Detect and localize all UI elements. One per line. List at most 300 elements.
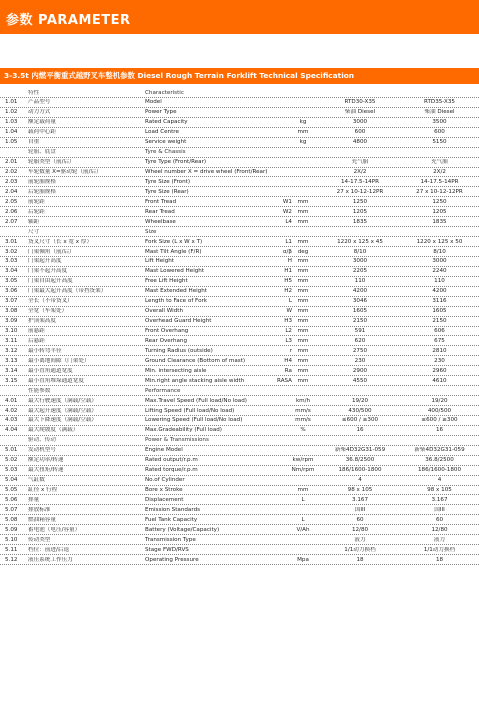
spec-row: [0, 466, 479, 476]
value-rtd35: 98 x 105: [427, 487, 452, 493]
value-rtd30: 液力: [354, 536, 366, 543]
unit: kg: [299, 139, 307, 146]
spec-row: [0, 366, 479, 376]
symbol: H3: [284, 318, 292, 325]
value-rtd30: 3000: [352, 258, 368, 265]
value-rtd35: 3116: [432, 298, 447, 305]
value-rtd30: 3046: [352, 298, 368, 305]
label-en: Rear Overhang: [145, 337, 188, 344]
symbol: Ra: [284, 367, 292, 374]
label-zh: 全宽（车架处）: [28, 308, 68, 315]
label-en: Turning Radius (outside): [145, 347, 213, 354]
unit: kg: [299, 119, 307, 126]
label-zh: 排放标准: [28, 506, 51, 513]
row-number: 5.10: [5, 536, 18, 543]
spec-row: [0, 98, 479, 108]
row-number: 1.04: [5, 129, 18, 136]
value-rtd35: 60: [435, 516, 444, 523]
label-en: Wheel number X = drive wheel (Front/Rear): [145, 169, 268, 175]
row-number: 2.06: [5, 208, 18, 215]
spec-row: [0, 446, 479, 456]
value-rtd30: 2750: [352, 347, 368, 354]
label-en: Rated torque/r.p.m: [145, 467, 198, 474]
value-rtd35: 16: [435, 427, 444, 434]
spec-row: [0, 118, 479, 128]
value-rtd35: 4: [437, 477, 442, 484]
value-rtd35: 27 x 10-12-12PR: [416, 188, 463, 195]
spec-row: [0, 187, 479, 197]
symbol: W2: [282, 208, 292, 215]
value-rtd35: 675: [434, 337, 445, 344]
value-rtd30: 36.8/2500: [345, 457, 375, 464]
label-zh: 燃油箱容量: [28, 516, 56, 523]
value-rtd30: 4550: [352, 377, 368, 384]
value-rtd30: 620: [354, 337, 366, 344]
label-en: Overhead Guard Height: [145, 318, 212, 325]
label-zh: 全长（不带货叉）: [28, 298, 73, 305]
value-rtd35: 国III: [434, 506, 445, 513]
spec-row: [0, 158, 479, 168]
unit: Nm/rpm: [291, 467, 315, 474]
value-rtd30: 18: [356, 556, 364, 563]
row-number: 5.11: [5, 546, 18, 553]
label-en: Lowering Speed (Full load/No load): [145, 417, 243, 424]
label-zh: 最大行驶速度（满载/空载）: [28, 397, 98, 404]
value-rtd35: 1220 x 125 x 50: [416, 238, 463, 245]
header-bar: [0, 0, 479, 34]
label-en: Tyre Type (Front/Rear): [145, 159, 207, 166]
label-en: Size: [145, 228, 157, 235]
label-en: Length to Face of Fork: [145, 298, 208, 305]
value-rtd35: 3000: [432, 258, 447, 265]
unit: mm: [297, 308, 309, 315]
label-zh: 最小直角通道宽度: [28, 367, 73, 374]
value-rtd30: 2900: [352, 367, 368, 374]
value-rtd30: 591: [354, 328, 366, 334]
symbol: H5: [284, 278, 292, 285]
value-rtd35: 186/1600-1800: [417, 467, 462, 474]
label-zh: 车轮数量 X=驱动轮（前/后）: [28, 169, 102, 175]
spec-row: [0, 406, 479, 416]
label-zh: 门架倾角（前/后）: [28, 248, 75, 255]
spec-row: [0, 197, 479, 207]
spec-row: [0, 525, 479, 535]
value-rtd30: 1835: [352, 218, 368, 225]
label-zh: 传动类型: [28, 536, 51, 543]
row-number: 3.01: [5, 238, 18, 245]
label-zh: 排量: [28, 496, 40, 503]
value-rtd30: 98 x 105: [347, 487, 373, 493]
row-number: 3.02: [5, 248, 18, 255]
section-row: [0, 88, 479, 98]
spec-row: [0, 287, 479, 297]
row-number: 3.06: [5, 288, 18, 295]
label-zh: 气缸数: [28, 477, 45, 484]
label-en: Engine Model: [145, 447, 183, 454]
unit: V/Ah: [296, 526, 310, 533]
value-rtd35: 柴油 Diesel: [424, 109, 455, 116]
value-rtd30: 1605: [352, 308, 368, 315]
label-en: Free Lift Height: [145, 278, 188, 285]
row-number: 2.02: [5, 169, 18, 175]
label-zh: 前悬距: [28, 328, 45, 334]
row-number: 3.05: [5, 278, 18, 285]
spec-row: [0, 515, 479, 525]
symbol: L2: [285, 328, 292, 334]
value-rtd35: 600: [434, 129, 445, 136]
row-number: 3.07: [5, 298, 18, 305]
spec-row: [0, 277, 479, 287]
row-number: 4.01: [5, 397, 18, 404]
value-rtd35: 36.8/2500: [425, 457, 454, 464]
row-number: 4.02: [5, 407, 18, 414]
label-zh: 轮胎、底盘: [28, 149, 56, 156]
value-rtd35: 18: [435, 556, 444, 563]
label-en: Front Overhang: [145, 328, 189, 334]
value-rtd30: 186/1600-1800: [338, 467, 382, 474]
label-en: Mast Lowered Height: [145, 268, 205, 275]
label-en: Lift Height: [145, 258, 175, 265]
row-number: 3.08: [5, 308, 18, 315]
spec-row: [0, 505, 479, 515]
label-zh: 液压系统工作压力: [28, 556, 73, 563]
value-rtd35: 2960: [432, 367, 447, 374]
value-rtd30: 12/80: [351, 526, 369, 533]
row-number: 3.14: [5, 367, 18, 374]
value-rtd35: 5150: [432, 139, 447, 146]
spec-table: [0, 88, 479, 565]
value-rtd30: 14-17.5-14PR: [341, 178, 379, 185]
label-zh: 轮胎类型（前/后）: [28, 159, 75, 166]
label-zh: 轴距: [28, 218, 40, 225]
label-zh: 档位：前进/后退: [28, 546, 70, 553]
unit: mm: [297, 347, 309, 354]
value-rtd30: 4200: [352, 288, 368, 295]
spec-row: [0, 495, 479, 505]
value-rtd35: 充气胎: [431, 159, 448, 166]
label-zh: 最大爬坡度（满载）: [28, 427, 79, 434]
value-rtd35: 4200: [432, 288, 447, 295]
label-en: Wheelbase: [145, 218, 176, 225]
row-number: 2.05: [5, 198, 18, 205]
label-zh: 前轮胎规格: [28, 178, 56, 185]
row-number: 3.03: [5, 258, 18, 265]
label-zh: 后轮胎规格: [28, 188, 56, 195]
value-rtd35: 606: [434, 328, 445, 334]
label-zh: 前轮距: [28, 198, 45, 205]
label-en: Operating Pressure: [145, 556, 199, 563]
value-rtd30: 2150: [352, 318, 368, 325]
spec-row: [0, 237, 479, 247]
label-en: Displacement: [145, 496, 184, 503]
label-zh: 载荷中心距: [28, 129, 56, 136]
value-rtd35: 2240: [432, 268, 447, 275]
unit: mm: [297, 328, 309, 334]
label-en: No.of Cylinder: [145, 477, 185, 484]
label-zh: 护顶架高度: [28, 318, 56, 325]
section-row: [0, 436, 479, 446]
row-number: 5.12: [5, 556, 18, 563]
value-rtd30: 柴油 Diesel: [344, 109, 376, 116]
value-rtd30: 新柴4D32G31-059: [334, 447, 386, 454]
row-number: 4.03: [5, 417, 18, 424]
label-en: Battery (Voltage/Capacity): [145, 526, 220, 533]
label-en: Tyre & Chassis: [145, 149, 186, 156]
spec-row: [0, 138, 479, 148]
value-rtd35: 2150: [432, 318, 447, 325]
label-en: Lifting Speed (Full load/No load): [145, 407, 235, 414]
unit: mm: [297, 318, 309, 325]
row-number: 3.10: [5, 328, 18, 334]
value-rtd30: 1205: [352, 208, 368, 215]
label-en: Tyre Size (Rear): [145, 188, 189, 195]
value-rtd35: 2X/2: [433, 169, 446, 175]
label-en: Characteristic: [145, 89, 184, 96]
label-zh: 产品型号: [28, 99, 51, 106]
row-number: 3.13: [5, 357, 18, 364]
label-en: Rated Capacity: [145, 119, 188, 126]
spec-row: [0, 426, 479, 436]
spec-row: [0, 555, 479, 565]
label-zh: 最小转弯半径: [28, 347, 62, 354]
label-zh: 货叉尺寸（长 x 宽 x 厚）: [28, 238, 93, 245]
label-en: Mast Extended Height: [145, 288, 207, 295]
label-zh: 后悬距: [28, 337, 45, 344]
unit: deg: [297, 248, 309, 255]
symbol: W1: [282, 198, 292, 205]
label-en: Stage FWD/RVS: [145, 546, 189, 553]
unit: mm: [297, 258, 309, 265]
spec-row: [0, 297, 479, 307]
row-number: 2.01: [5, 159, 18, 166]
label-en: Rated output/r.p.m: [145, 457, 198, 464]
value-rtd30: 国III: [354, 506, 366, 513]
value-rtd30: 60: [356, 516, 364, 523]
unit: mm/s: [295, 417, 311, 424]
unit: mm: [297, 208, 309, 215]
value-rtd35: 1250: [432, 198, 447, 205]
symbol: r: [289, 347, 292, 354]
spec-row: [0, 396, 479, 406]
label-zh: 发动机型号: [28, 447, 56, 454]
label-zh: 特性: [28, 89, 40, 96]
value-rtd30: 27 x 10-12-12PR: [336, 188, 384, 195]
value-rtd30: 4: [358, 477, 362, 484]
row-number: 1.05: [5, 139, 18, 146]
spec-row: [0, 336, 479, 346]
unit: kw/rpm: [292, 457, 314, 464]
row-number: 5.05: [5, 487, 18, 493]
label-zh: 动力方式: [28, 109, 51, 116]
row-number: 5.02: [5, 457, 18, 464]
value-rtd35: ≤600 / ≥300: [421, 417, 458, 424]
value-rtd30: 2X/2: [353, 169, 367, 175]
label-en: Bore x Stroke: [145, 487, 183, 493]
label-en: Service weight: [145, 139, 187, 146]
value-rtd35: 1/1动力换档: [423, 546, 456, 553]
symbol: W: [286, 308, 292, 315]
unit: mm: [297, 198, 309, 205]
label-zh: 缸径 x 行程: [28, 487, 58, 493]
label-zh: 最大起升速度（满载/空载）: [28, 407, 98, 414]
unit: mm: [297, 288, 309, 295]
symbol: H4: [284, 357, 292, 364]
label-en: Fuel Tank Capacity: [145, 516, 198, 523]
value-rtd35: 1605: [432, 308, 447, 315]
label-en: Overall Width: [145, 308, 184, 315]
row-number: 1.03: [5, 119, 18, 126]
row-number: 3.04: [5, 268, 18, 275]
unit: mm: [297, 298, 309, 305]
spec-row: [0, 317, 479, 327]
label-en: Ground Clearance (Bottom of mast): [145, 357, 246, 364]
value-rtd35: 8/10: [433, 248, 446, 255]
value-rtd35: 新柴4D32G31-059: [414, 447, 465, 454]
value-rtd35: 19/20: [431, 397, 448, 404]
value-rtd30: 110: [354, 278, 366, 285]
label-en: Min.right angle stacking aisle width: [145, 377, 245, 384]
label-en: Load Centre: [145, 129, 179, 136]
unit: mm: [297, 337, 309, 344]
section-row: [0, 227, 479, 237]
spec-row: [0, 356, 479, 366]
value-rtd35: 110: [434, 278, 445, 285]
label-en: Tyre Size (Front): [145, 178, 191, 185]
unit: mm: [297, 487, 309, 493]
row-number: 2.03: [5, 178, 18, 185]
value-rtd35: 3.167: [431, 496, 448, 503]
symbol: H: [287, 258, 292, 265]
symbol: L3: [285, 337, 292, 344]
unit: mm: [297, 238, 309, 245]
value-rtd30: 1/1动力换档: [344, 546, 376, 553]
row-number: 1.02: [5, 109, 18, 116]
unit: mm: [297, 218, 309, 225]
value-rtd35: RTD35-X35: [423, 99, 455, 106]
symbol: L1: [285, 238, 292, 245]
unit: mm: [297, 377, 309, 384]
label-en: Fork Size (L x W x T): [145, 238, 203, 245]
spec-row: [0, 346, 479, 356]
value-rtd35: 液力: [433, 536, 446, 543]
spec-row: [0, 128, 479, 138]
value-rtd30: 4800: [352, 139, 368, 146]
value-rtd35: 1205: [432, 208, 447, 215]
label-en: Max.Travel Speed (Full load/No load): [145, 397, 247, 404]
value-rtd30: RTD30-X35: [344, 99, 376, 106]
label-en: Front Tread: [145, 198, 177, 205]
spec-row: [0, 476, 479, 486]
value-rtd30: 430/500: [348, 407, 372, 414]
label-en: Emission Standards: [145, 506, 201, 513]
page-title: 参数 PARAMETER: [6, 13, 131, 28]
value-rtd30: 2205: [352, 268, 368, 275]
spec-row: [0, 267, 479, 277]
value-rtd30: 3.167: [351, 496, 368, 503]
value-rtd30: 3000: [352, 119, 368, 126]
symbol: H1: [284, 268, 292, 275]
label-zh: 性能参数: [28, 387, 51, 394]
unit: L: [301, 516, 305, 523]
value-rtd30: ≤600 / ≥300: [341, 417, 379, 424]
spec-row: [0, 108, 479, 118]
value-rtd35: 12/80: [431, 526, 448, 533]
label-zh: 最小直角堆垛通道宽度: [28, 377, 84, 384]
value-rtd35: 4610: [432, 377, 447, 384]
unit: Mpa: [297, 556, 309, 563]
value-rtd35: 230: [434, 357, 445, 364]
spec-row: [0, 207, 479, 217]
label-zh: 最大扭矩/转速: [28, 467, 64, 474]
label-en: Transmission Type: [145, 536, 196, 543]
unit: mm/s: [295, 407, 311, 414]
label-zh: 门架自由起升高度: [28, 278, 73, 285]
label-zh: 蓄电池（电压/容量）: [28, 526, 81, 533]
spec-title: 3-3.5t 内燃平衡重式越野叉车整机参数 Diesel Rough Terrain Forklift Technical Specification: [4, 71, 355, 80]
symbol: α/β: [282, 248, 292, 255]
label-en: Power Type: [145, 109, 177, 116]
row-number: 3.11: [5, 337, 18, 344]
label-en: Power & Transmissions: [145, 437, 209, 444]
row-number: 5.06: [5, 496, 18, 503]
label-en: Performance: [145, 387, 181, 394]
value-rtd35: 2810: [432, 347, 447, 354]
unit: mm: [297, 268, 309, 275]
label-zh: 门架最大起升高度（带挡货架）: [28, 288, 107, 295]
spec-row: [0, 545, 479, 555]
value-rtd30: 230: [354, 357, 366, 364]
value-rtd35: 1835: [432, 218, 447, 225]
spec-row: [0, 217, 479, 227]
spec-row: [0, 247, 479, 257]
spec-row: [0, 307, 479, 317]
label-en: Model: [145, 99, 162, 106]
value-rtd35: 400/500: [427, 407, 452, 414]
label-zh: 门架不起升高度: [28, 268, 68, 275]
spec-row: [0, 486, 479, 496]
symbol: L: [288, 298, 292, 305]
value-rtd30: 19/20: [351, 397, 369, 404]
section-row: [0, 148, 479, 158]
spec-row: [0, 177, 479, 187]
label-en: Max.Gradeability (Full load): [145, 427, 222, 434]
row-number: 5.03: [5, 467, 18, 474]
spec-row: [0, 327, 479, 337]
row-number: 3.15: [5, 377, 18, 384]
value-rtd30: 1220 x 125 x 45: [337, 238, 383, 245]
row-number: 3.12: [5, 347, 18, 354]
label-en: Mast Tilt Angle (F/R): [145, 248, 202, 255]
row-number: 5.08: [5, 516, 18, 523]
spec-row: [0, 376, 479, 386]
label-zh: 额定载荷量: [28, 119, 56, 126]
unit: km/h: [295, 397, 311, 404]
unit: mm: [297, 278, 309, 285]
symbol: RASA: [277, 377, 292, 384]
row-number: 5.09: [5, 526, 18, 533]
row-number: 2.04: [5, 188, 18, 195]
row-number: 1.01: [5, 99, 18, 106]
row-number: 5.07: [5, 506, 18, 513]
unit: %: [300, 427, 306, 434]
label-en: Rear Tread: [145, 208, 175, 215]
row-number: 3.09: [5, 318, 18, 325]
label-zh: 最大下降速度（满载/空载）: [28, 417, 98, 424]
label-en: Min. intersecting aisle: [145, 367, 207, 374]
value-rtd30: 充气胎: [351, 159, 369, 166]
value-rtd30: 8/10: [353, 248, 367, 255]
row-number: 2.07: [5, 218, 18, 225]
